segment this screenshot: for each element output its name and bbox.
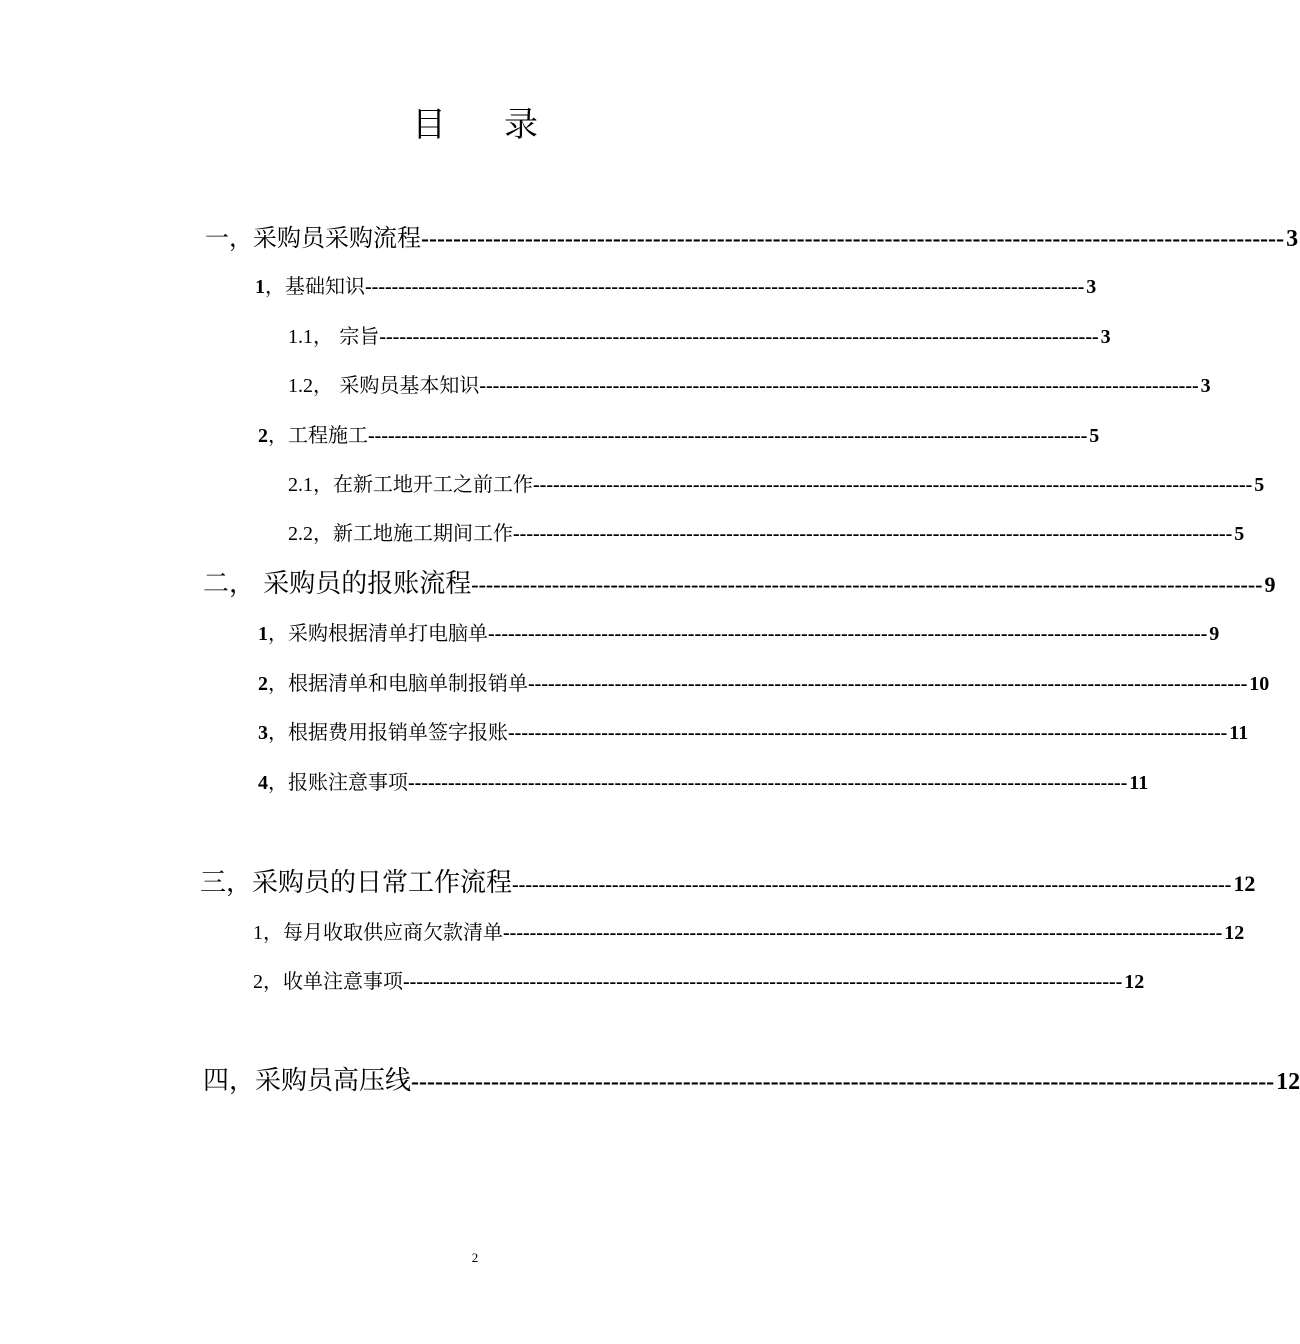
toc-leader: ------------------------------------------------------------------------------------------------------------ [503,922,1223,944]
toc-entry[interactable] [258,716,1249,745]
toc-entry[interactable] [288,468,1265,497]
toc-leader: ------------------------------------------------------------------------------------------------------------ [528,673,1248,695]
toc-leader: ------------------------------------------------------------------------------------------------------------ [471,572,1263,597]
toc-entry-label: 一，采购员采购流程 [205,224,421,252]
toc-entry-page: 3 [1200,375,1211,397]
toc-entry-page: 12 [1233,871,1256,896]
toc-entry[interactable] [255,270,1097,299]
toc-entry-label: ，采购根据清单打电脑单 [268,621,488,645]
toc-entry-page: 12 [1276,1069,1300,1095]
toc-entry[interactable] [258,419,1100,448]
toc-entry-number: 1.1 [288,326,313,348]
toc-leader: ------------------------------------------------------------------------------------------------------------ [368,425,1088,447]
toc-entry-label: ，工程施工 [268,423,368,447]
toc-leader: ------------------------------------------------------------------------------------------------------------ [479,375,1199,397]
toc-entry-number: 2.1 [288,474,313,496]
toc-entry-label: ， 采购员基本知识 [313,373,480,397]
toc-entry-label: 三，采购员的日常工作流程 [200,868,513,898]
toc-entry-label: ，报账注意事项 [268,770,408,794]
toc-entry-page: 12 [1224,922,1245,944]
toc-entry[interactable] [288,369,1211,398]
toc-entry-label: ，根据清单和电脑单制报销单 [268,671,528,695]
toc-entry-number: 2 [253,971,263,993]
toc-leader: ------------------------------------------------------------------------------------------------------------ [512,874,1232,896]
toc-entry[interactable] [253,965,1145,994]
toc-entry[interactable] [253,916,1245,945]
toc-entry-number: 1 [253,922,263,944]
toc-leader: ------------------------------------------------------------------------------------------------------------ [379,326,1099,348]
toc-entry[interactable] [288,320,1111,349]
toc-entry-number: 1 [255,276,265,298]
toc-entry-label: ，每月收取供应商欠款清单 [263,920,503,944]
toc-entry-label: 二， 采购员的报账流程 [203,569,472,599]
toc-entry-number: 2.2 [288,523,313,545]
toc-entry-page: 11 [1229,722,1249,744]
toc-leader: ------------------------------------------------------------------------------------------------------------ [408,772,1128,794]
toc-title: 目录 [412,105,596,145]
toc-leader: ------------------------------------------------------------------------------------------------------------ [488,623,1208,645]
toc-entry-number: 1.2 [288,375,313,397]
toc-leader: ------------------------------------------------------------------------------------------------------------ [403,971,1123,993]
toc-leader: ------------------------------------------------------------------------------------------------------------ [513,523,1233,545]
toc-entry-page: 3 [1100,326,1111,348]
toc-entry-number: 3 [258,722,268,744]
toc-entry[interactable] [205,218,1299,253]
toc-entry-page: 9 [1264,572,1276,597]
toc-entry-label: ， 宗旨 [313,324,380,348]
toc-entry-label: ，新工地施工期间工作 [313,521,513,545]
toc-entry[interactable] [288,517,1245,546]
toc-leader: ------------------------------------------------------------------------------------------------------------ [533,474,1253,496]
toc-entry-page: 3 [1286,226,1299,252]
toc-entry[interactable] [200,862,1256,899]
toc-entry[interactable] [203,1060,1300,1097]
toc-entry-number: 4 [258,772,268,794]
toc-entry-label: ，基础知识 [265,274,365,298]
toc-entry[interactable] [258,667,1270,696]
toc-entry-label: ，根据费用报销单签字报账 [268,720,508,744]
toc-entry-page: 5 [1089,425,1100,447]
toc-entry[interactable] [203,563,1276,600]
toc-entry[interactable] [258,766,1149,795]
toc-entry-number: 2 [258,673,268,695]
toc-entry-number: 2 [258,425,268,447]
toc-entry-page: 12 [1124,971,1145,993]
toc-entry-page: 10 [1249,673,1270,695]
toc-entry-page: 5 [1254,474,1265,496]
toc-entry-label: 四，采购员高压线 [203,1066,412,1096]
toc-entry-number: 1 [258,623,268,645]
toc-leader: ------------------------------------------------------------------------------------------------------------ [421,226,1285,252]
page-number: 2 [471,1250,479,1265]
toc-entry-label: ，收单注意事项 [263,969,403,993]
toc-entry-page: 3 [1086,276,1097,298]
toc-entry[interactable] [258,617,1220,646]
toc-leader: ------------------------------------------------------------------------------------------------------------ [365,276,1085,298]
toc-leader: ------------------------------------------------------------------------------------------------------------ [508,722,1228,744]
toc-entry-page: 11 [1129,772,1149,794]
toc-entry-page: 9 [1209,623,1220,645]
toc-entry-label: ，在新工地开工之前工作 [313,472,533,496]
toc-leader: ------------------------------------------------------------------------------------------------------------ [411,1069,1275,1095]
toc-entry-page: 5 [1234,523,1245,545]
